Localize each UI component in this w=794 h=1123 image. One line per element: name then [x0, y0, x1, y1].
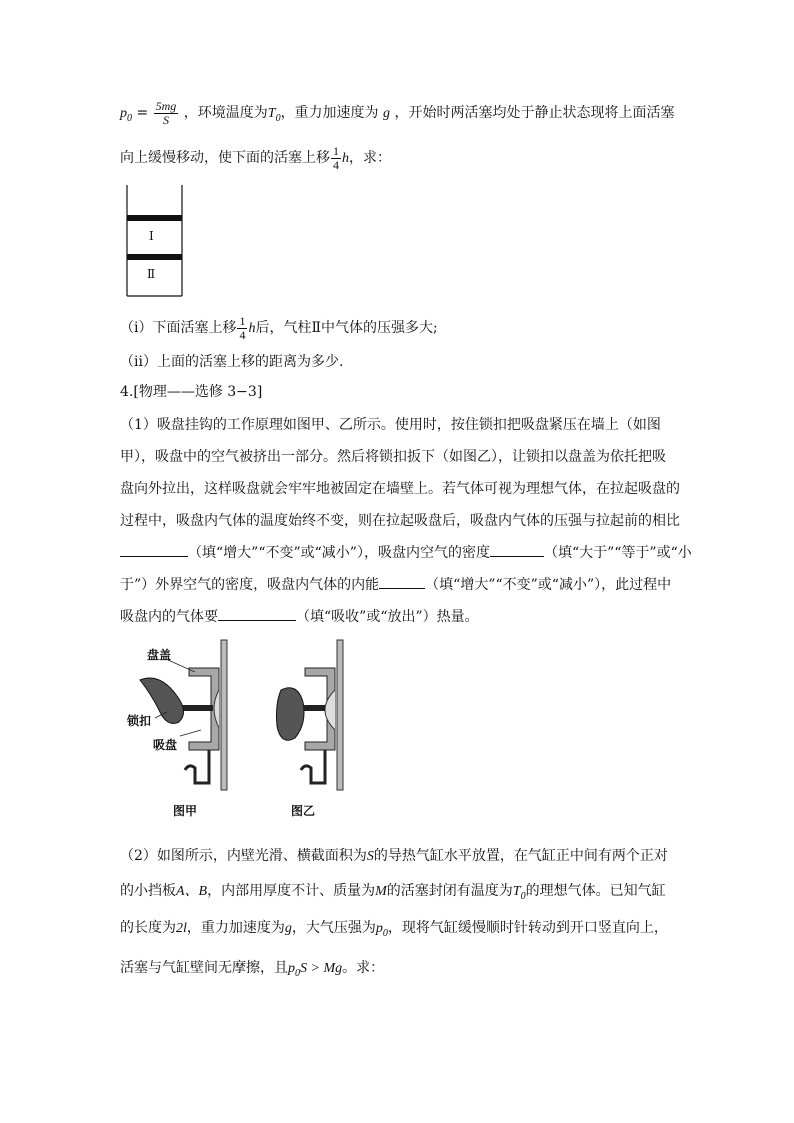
formula-p0: $p_0$: [120, 106, 132, 124]
part2-line-1: （2）如图所示，内壁光滑、横截面积为S的导热气缸水平放置，在气缸正中间有两个正对: [120, 848, 668, 864]
p0-symbol: $p_0$: [375, 921, 388, 939]
suction-cup-svg: [125, 638, 355, 823]
wall-a: [221, 640, 227, 790]
lower-piston: [127, 254, 182, 260]
label-lock: 锁扣: [127, 714, 152, 728]
answer-blank-3[interactable]: [379, 576, 425, 589]
part2-line-2: 的小挡板A、B，内部用厚度不计、质量为M的活塞封闭有温度为$T_0$的理想气体。已知气缸: [120, 883, 666, 902]
part1-line-4: 过程中，吸盘内气体的温度始终不变，则在拉起吸盘后，吸盘内气体的压强与拉起前的相比: [120, 513, 680, 529]
condition-formula: $p_0S > Mg$: [288, 961, 343, 979]
question-ii: （ⅱ）上面的活塞上移的距离为多少.: [120, 354, 344, 370]
formula-fraction: $\frac{5mg}{S}$: [155, 99, 177, 127]
section-header: 4.[物理——选修 3−3]: [120, 384, 263, 400]
cylinder-diagram: [125, 185, 185, 297]
g-symbol: g: [383, 106, 391, 122]
part1-line-3: 盘向外拉出，这样吸盘就会牢牢地被固定在墙壁上。若气体可视为理想气体，在拉起吸盘的: [120, 481, 680, 497]
quarter-fraction-2: $\frac{1}{4}$: [239, 314, 246, 342]
part1-line-5: （填“增大”“不变”或“减小”），吸盘内空气的密度 （填“大于”“等于”或“小: [120, 542, 692, 562]
part1-line-7: 吸盘内的气体要 （填“吸收”或“放出”）热量。: [120, 609, 479, 625]
question-i: （ⅰ）下面活塞上移 $\frac{1}{4}$ h后，气柱Ⅱ中气体的压强多大;: [120, 314, 438, 342]
part2-line-4: 活塞与气缸壁间无摩擦，且$p_0S > Mg$。求：: [120, 960, 385, 979]
part1-line-2: 甲），吸盘中的空气被挤出一部分。然后将锁扣扳下（如图乙），让锁扣以盘盖为依托把吸: [120, 449, 666, 465]
label-cap: 盘盖: [147, 648, 172, 662]
hook-a: [185, 750, 209, 783]
answer-blank-4[interactable]: [218, 608, 296, 621]
suction-cup-figure: [125, 638, 355, 823]
part2-line-3: 的长度为2l，重力加速度为g，大气压强为$p_0$，现将气缸缓慢顺时针转动到开口竖直向上，: [120, 920, 668, 939]
answer-blank-1[interactable]: [120, 544, 188, 557]
caption-fig-b: 图乙: [291, 804, 316, 818]
upper-piston: [127, 215, 182, 221]
gas-column-2-label: Ⅱ: [147, 267, 156, 281]
part1-line-1: （1）吸盘挂钩的工作原理如图甲、乙所示。使用时，按住锁扣把吸盘紧压在墙上（如图: [120, 417, 661, 433]
hook-b: [301, 750, 325, 783]
caption-fig-a: 图甲: [173, 804, 198, 818]
quarter-fraction: $\frac{1}{4}$: [333, 144, 339, 172]
gas-column-1-label: Ⅰ: [149, 229, 154, 243]
answer-blank-2[interactable]: [490, 544, 544, 557]
wall-b: [337, 640, 343, 790]
T0-symbol-2: $T_0$: [512, 884, 526, 902]
intro-line-1: $p_0$ = $\frac{5mg}{S}$ ，环境温度为$T_0$，重力加速度为 g ，开始时两活塞均处于静止状态现将上面活塞: [120, 99, 675, 127]
T0-symbol: $T_0$: [267, 106, 281, 124]
label-cup: 吸盘: [153, 738, 178, 752]
part1-line-6: 于”）外界空气的密度，吸盘内气体的内能 （填“增大”“不变”或“减小”），此过程中: [120, 577, 672, 593]
lock-b: [277, 688, 305, 741]
intro-line-2: 向上缓慢移动，使下面的活塞上移 $\frac{1}{4}$ h，求：: [120, 144, 391, 172]
